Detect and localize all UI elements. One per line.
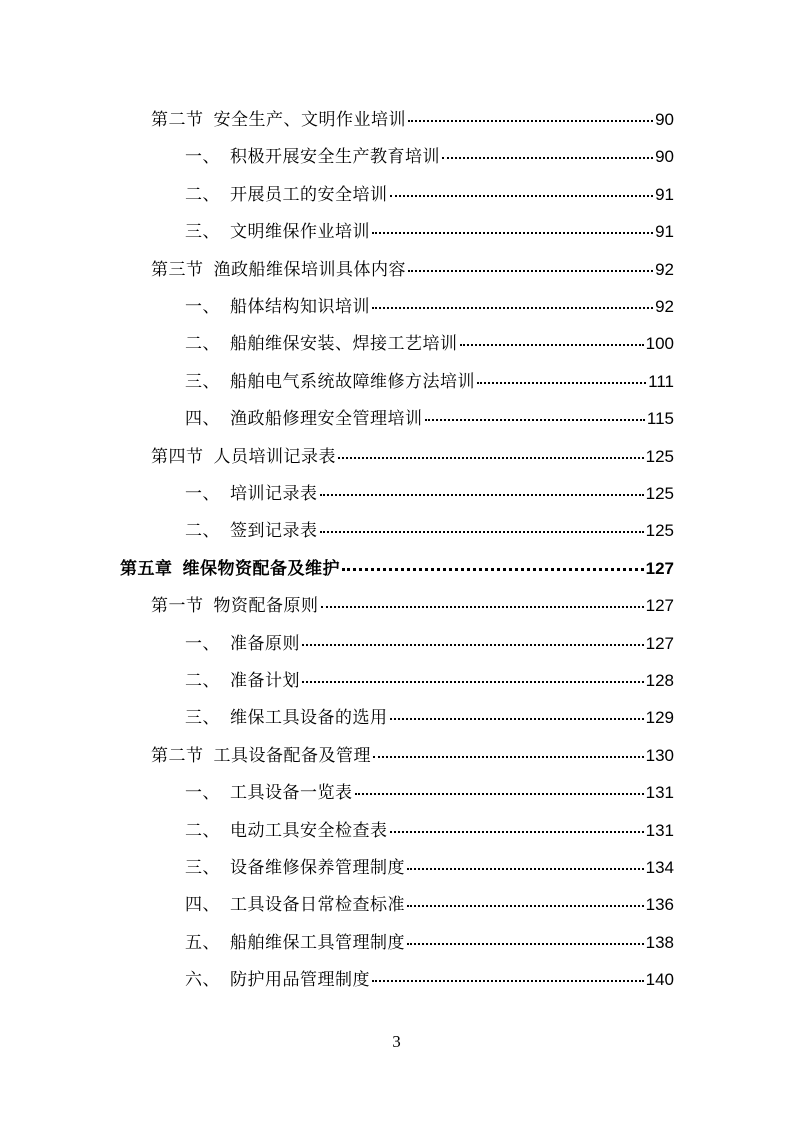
toc-entry-text: 船体结构知识培训 [230, 297, 370, 317]
toc-entry-page-number: 91 [655, 222, 674, 242]
toc-entry-prefix: 三、 [185, 858, 220, 878]
toc-entry-title [185, 332, 458, 356]
toc-entry-prefix: 四、 [185, 895, 220, 916]
toc-dot-leader [373, 756, 644, 758]
toc-entry-text: 船舶维保安装、焊接工艺培训 [230, 334, 458, 355]
toc-dot-leader [302, 681, 644, 683]
toc-entry-prefix: 一、 [185, 783, 220, 804]
toc-entry-page-number: 92 [655, 297, 674, 316]
toc-subsection-entry[interactable] [185, 183, 674, 207]
toc-subsection-entry[interactable] [185, 632, 674, 656]
toc-entry-prefix: 二、 [185, 521, 220, 542]
toc-entry-text: 维保工具设备的选用 [230, 708, 388, 729]
toc-chapter-entry[interactable] [120, 557, 674, 581]
toc-entry-text: 准备计划 [230, 671, 300, 691]
toc-dot-leader [390, 831, 644, 833]
toc-entry-page-number: 130 [645, 745, 674, 765]
toc-entry-prefix: 三、 [185, 708, 220, 729]
toc-entry-page-number: 125 [645, 521, 674, 541]
toc-entry-prefix: 一、 [185, 633, 220, 654]
toc-entry-text: 渔政船维保培训具体内容 [213, 259, 406, 280]
toc-entry-page-number: 138 [645, 932, 674, 952]
toc-entry-prefix: 五、 [185, 932, 220, 953]
toc-entry-page-number: 90 [655, 110, 674, 129]
toc-entry-prefix: 第五章 [120, 558, 173, 579]
toc-entry-text: 准备原则 [230, 633, 300, 654]
toc-entry-title [185, 893, 405, 917]
toc-entry-prefix: 第二节 [151, 745, 204, 766]
toc-entry-text: 船舶电气系统故障维修方法培训 [230, 371, 475, 392]
toc-section-entry[interactable] [151, 445, 674, 469]
toc-entry-title [151, 108, 406, 132]
toc-entry-text: 文明维保作业培训 [230, 222, 370, 243]
toc-entry-text: 电动工具安全检查表 [230, 820, 388, 841]
toc-entry-title [151, 594, 319, 618]
toc-entry-title [151, 445, 336, 469]
toc-entry-prefix: 六、 [185, 970, 220, 991]
toc-subsection-entry[interactable] [185, 968, 674, 992]
toc-entry-text: 开展员工的安全培训 [230, 184, 388, 205]
toc-entry-title [185, 407, 423, 431]
toc-dot-leader [372, 980, 644, 982]
toc-entry-title [185, 183, 388, 207]
toc-subsection-entry[interactable] [185, 519, 674, 543]
toc-entry-title [185, 370, 475, 394]
toc-dot-leader [460, 344, 644, 346]
toc-dot-leader [320, 494, 644, 496]
toc-subsection-entry[interactable] [185, 706, 674, 730]
toc-dot-leader [355, 793, 644, 795]
toc-entry-page-number: 90 [655, 147, 674, 167]
toc-section-entry[interactable] [151, 744, 674, 768]
toc-section-entry[interactable] [151, 594, 674, 618]
toc-entry-text: 积极开展安全生产教育培训 [230, 147, 440, 168]
toc-entry-page-number: 111 [648, 371, 674, 391]
toc-entry-text: 培训记录表 [230, 484, 318, 504]
toc-subsection-entry[interactable] [185, 931, 674, 955]
toc-entry-title [185, 781, 353, 805]
toc-entry-page-number: 140 [645, 970, 674, 990]
toc-entry-text: 防护用品管理制度 [230, 970, 370, 991]
toc-subsection-entry[interactable] [185, 856, 674, 880]
toc-entry-prefix: 四、 [185, 409, 220, 430]
toc-entry-text: 物资配备原则 [213, 596, 319, 617]
toc-dot-leader [302, 644, 644, 646]
toc-entry-text: 安全生产、文明作业培训 [213, 110, 406, 130]
toc-dot-leader [372, 307, 653, 309]
toc-entry-text: 工具设备日常检查标准 [230, 895, 405, 916]
toc-entry-title [185, 295, 370, 319]
toc-dot-leader [407, 943, 644, 945]
toc-entry-page-number: 127 [645, 633, 674, 653]
toc-subsection-entry[interactable] [185, 370, 674, 394]
toc-entry-text: 设备维修保养管理制度 [230, 858, 405, 878]
toc-entry-title [151, 258, 406, 282]
toc-entry-prefix: 一、 [185, 147, 220, 168]
toc-subsection-entry[interactable] [185, 145, 674, 169]
toc-entry-page-number: 125 [645, 484, 674, 503]
toc-section-entry[interactable] [151, 108, 674, 132]
toc-entry-page-number: 134 [645, 858, 674, 877]
toc-entry-page-number: 100 [645, 334, 674, 354]
toc-dot-leader [372, 232, 653, 234]
toc-dot-leader [338, 457, 644, 459]
toc-entry-title [185, 519, 318, 543]
toc-entry-prefix: 一、 [185, 297, 220, 317]
toc-entry-page-number: 91 [655, 184, 674, 204]
toc-dot-leader [425, 419, 645, 421]
toc-entry-page-number: 125 [645, 446, 674, 466]
toc-entry-title [185, 819, 388, 843]
toc-entry-title [185, 220, 370, 244]
toc-entry-page-number: 129 [645, 708, 674, 728]
toc-entry-page-number: 136 [645, 895, 674, 915]
toc-subsection-entry[interactable] [185, 669, 674, 693]
toc-entry-prefix: 三、 [185, 371, 220, 392]
toc-subsection-entry[interactable] [185, 893, 674, 917]
toc-entry-prefix: 一、 [185, 484, 220, 504]
toc-subsection-entry[interactable] [185, 482, 674, 506]
toc-entry-prefix: 第二节 [151, 110, 204, 130]
toc-subsection-entry[interactable] [185, 407, 674, 431]
toc-entry-text: 人员培训记录表 [213, 446, 336, 467]
toc-entry-title [185, 669, 300, 693]
toc-entry-prefix: 第三节 [151, 259, 204, 280]
toc-entry-title [185, 482, 318, 506]
page-number: 3 [392, 1032, 401, 1051]
toc-dot-leader [390, 718, 644, 720]
toc-entry-page-number: 127 [645, 558, 674, 578]
toc-entry-title [185, 856, 405, 880]
toc-dot-leader [321, 606, 644, 608]
toc-entry-prefix: 三、 [185, 222, 220, 243]
toc-entry-page-number: 115 [646, 409, 674, 429]
toc-entry-prefix: 二、 [185, 820, 220, 841]
toc-subsection-entry[interactable] [185, 781, 674, 805]
toc-entry-text: 渔政船修理安全管理培训 [230, 409, 423, 430]
toc-entry-title [185, 145, 440, 169]
toc-dot-leader [477, 382, 646, 384]
toc-section-entry[interactable] [151, 258, 674, 282]
toc-dot-leader [408, 270, 653, 272]
toc-subsection-entry[interactable] [185, 220, 674, 244]
toc-dot-leader [320, 531, 644, 533]
toc-entry-page-number: 128 [645, 671, 674, 690]
toc-dot-leader [407, 868, 644, 870]
toc-subsection-entry[interactable] [185, 295, 674, 319]
toc-entry-title [185, 968, 370, 992]
toc-dot-leader [442, 157, 653, 159]
toc-dot-leader [342, 568, 644, 571]
toc-entry-prefix: 第一节 [151, 596, 204, 617]
toc-entry-title [185, 706, 388, 730]
toc-entry-prefix: 二、 [185, 184, 220, 205]
toc-entry-page-number: 92 [655, 259, 674, 279]
toc-entry-prefix: 二、 [185, 334, 220, 355]
toc-entry-prefix: 二、 [185, 671, 220, 691]
toc-entry-prefix: 第四节 [151, 446, 204, 467]
toc-entry-page-number: 131 [645, 783, 674, 803]
toc-entry-title [185, 632, 300, 656]
toc-subsection-entry[interactable] [185, 819, 674, 843]
toc-entry-title [120, 557, 340, 581]
toc-dot-leader [408, 120, 653, 122]
toc-entry-title [185, 931, 405, 955]
toc-entry-title [151, 744, 371, 768]
toc-subsection-entry[interactable] [185, 332, 674, 356]
toc-dot-leader [390, 195, 654, 197]
toc-dot-leader [407, 905, 644, 907]
toc-entry-page-number: 127 [645, 596, 674, 616]
toc-entry-page-number: 131 [645, 820, 674, 840]
toc-entry-text: 工具设备配备及管理 [213, 745, 371, 766]
toc-entry-text: 工具设备一览表 [230, 783, 353, 804]
toc-entry-text: 维保物资配备及维护 [182, 558, 340, 579]
toc-entry-text: 船舶维保工具管理制度 [230, 932, 405, 953]
toc-entry-text: 签到记录表 [230, 521, 318, 542]
